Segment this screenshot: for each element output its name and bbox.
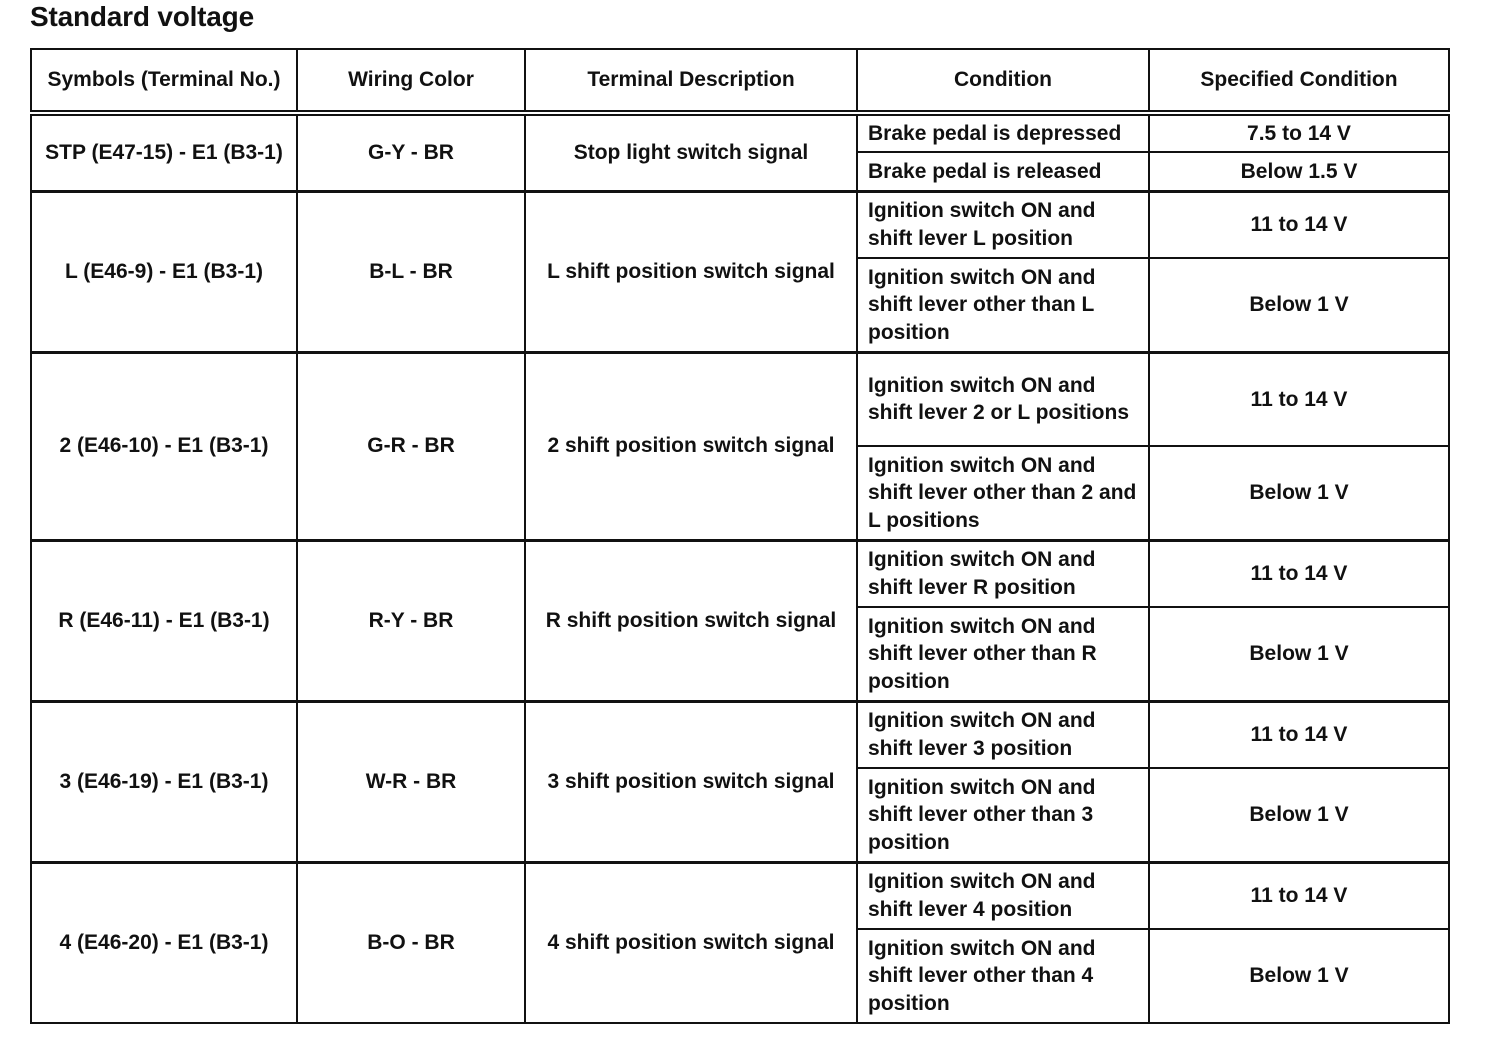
standard-voltage-table — [30, 48, 1450, 1024]
header-terminal-description: Terminal Description — [525, 49, 857, 113]
condition-cell: Ignition switch ON and shift lever other than L position — [857, 258, 1149, 352]
condition-cell: Ignition switch ON and shift lever other than R position — [857, 607, 1149, 701]
wiring-color-cell: G-R - BR — [297, 352, 525, 540]
table-row — [31, 701, 1449, 768]
condition-cell: Brake pedal is depressed — [857, 113, 1149, 152]
condition-cell: Ignition switch ON and shift lever 2 or L positions — [857, 352, 1149, 446]
condition-cell: Ignition switch ON and shift lever other than 2 and L positions — [857, 446, 1149, 540]
terminal-description-cell: L shift position switch signal — [525, 191, 857, 352]
specified-condition-cell: 7.5 to 14 V — [1149, 113, 1449, 152]
symbols-cell: 3 (E46-19) - E1 (B3-1) — [31, 701, 297, 862]
condition-cell: Ignition switch ON and shift lever L position — [857, 191, 1149, 258]
wiring-color-cell: G-Y - BR — [297, 113, 525, 191]
specified-condition-cell: 11 to 14 V — [1149, 191, 1449, 258]
page-title: Standard voltage — [30, 1, 254, 32]
wiring-color-cell: B-L - BR — [297, 191, 525, 352]
condition-cell: Ignition switch ON and shift lever R position — [857, 540, 1149, 607]
specified-condition-cell: Below 1 V — [1149, 446, 1449, 540]
specified-condition-cell: 11 to 14 V — [1149, 862, 1449, 929]
symbols-cell: L (E46-9) - E1 (B3-1) — [31, 191, 297, 352]
terminal-description-cell: R shift position switch signal — [525, 540, 857, 701]
table-row — [31, 113, 1449, 152]
terminal-description-cell: 4 shift position switch signal — [525, 862, 857, 1023]
symbols-cell: 2 (E46-10) - E1 (B3-1) — [31, 352, 297, 540]
condition-cell: Ignition switch ON and shift lever other than 4 position — [857, 929, 1149, 1023]
specified-condition-cell: 11 to 14 V — [1149, 352, 1449, 446]
table-row — [31, 540, 1449, 607]
table-row — [31, 862, 1449, 929]
specified-condition-cell: Below 1 V — [1149, 607, 1449, 701]
table-row — [31, 191, 1449, 258]
table-row — [31, 352, 1449, 446]
symbols-cell: 4 (E46-20) - E1 (B3-1) — [31, 862, 297, 1023]
wiring-color-cell: W-R - BR — [297, 701, 525, 862]
specified-condition-cell: 11 to 14 V — [1149, 540, 1449, 607]
specified-condition-cell: Below 1.5 V — [1149, 152, 1449, 191]
wiring-color-cell: B-O - BR — [297, 862, 525, 1023]
condition-cell: Ignition switch ON and shift lever 3 position — [857, 701, 1149, 768]
wiring-color-cell: R-Y - BR — [297, 540, 525, 701]
condition-cell: Ignition switch ON and shift lever other than 3 position — [857, 768, 1149, 862]
symbols-cell: STP (E47-15) - E1 (B3-1) — [31, 113, 297, 191]
specified-condition-cell: Below 1 V — [1149, 258, 1449, 352]
specified-condition-cell: Below 1 V — [1149, 768, 1449, 862]
terminal-description-cell: 3 shift position switch signal — [525, 701, 857, 862]
specified-condition-cell: 11 to 14 V — [1149, 701, 1449, 768]
specified-condition-cell: Below 1 V — [1149, 929, 1449, 1023]
header-symbols: Symbols (Terminal No.) — [31, 49, 297, 113]
table-header-row — [31, 49, 1449, 113]
condition-cell: Ignition switch ON and shift lever 4 position — [857, 862, 1149, 929]
condition-cell: Brake pedal is released — [857, 152, 1149, 191]
terminal-description-cell: 2 shift position switch signal — [525, 352, 857, 540]
terminal-description-cell: Stop light switch signal — [525, 113, 857, 191]
header-condition: Condition — [857, 49, 1149, 113]
symbols-cell: R (E46-11) - E1 (B3-1) — [31, 540, 297, 701]
header-wiring-color: Wiring Color — [297, 49, 525, 113]
header-specified-condition: Specified Condition — [1149, 49, 1449, 113]
